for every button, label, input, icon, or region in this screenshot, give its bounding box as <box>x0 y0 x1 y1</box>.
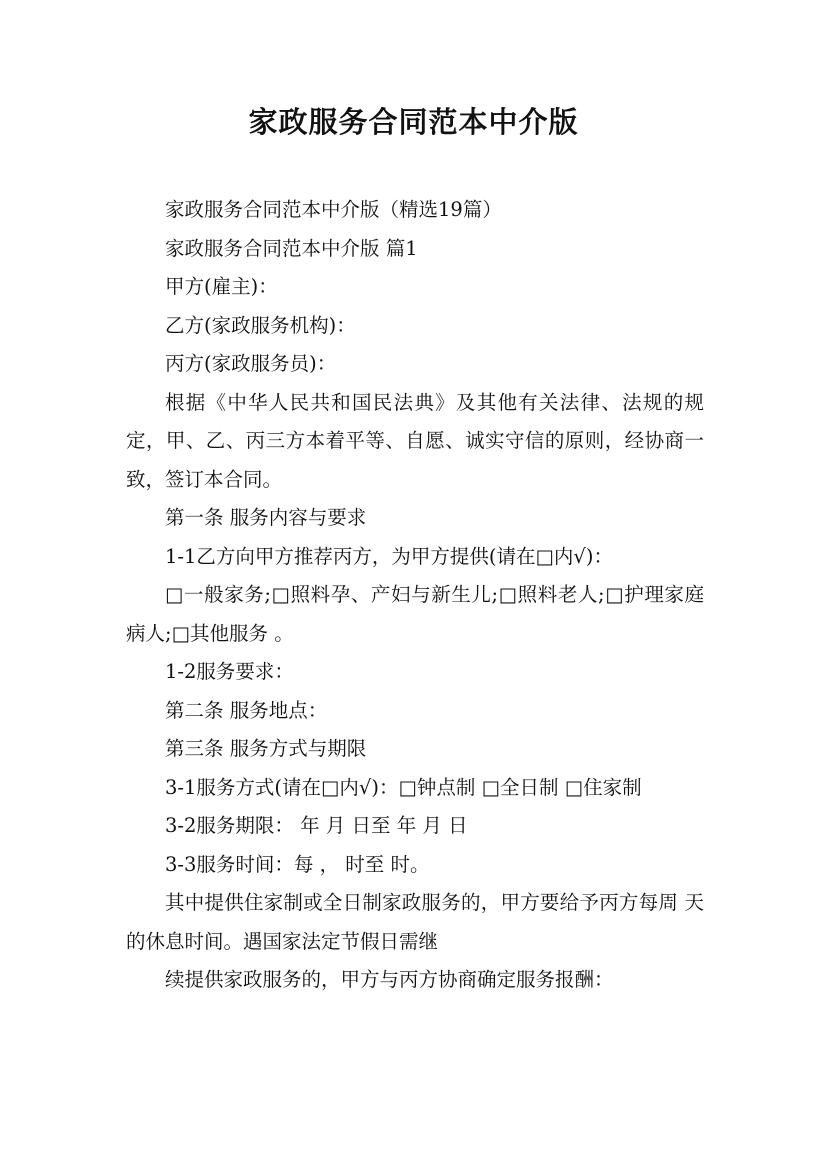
paragraph-article-1: 第一条 服务内容与要求 <box>165 506 367 529</box>
paragraph-subtitle: 家政服务合同范本中介版（精选19篇） <box>165 198 502 221</box>
paragraph-party-b: 乙方(家政服务机构)： <box>165 313 356 337</box>
paragraph-clause-3-1: 3-1服务方式(请在□内√)：□钟点制 □全日制 □住家制 <box>165 775 642 799</box>
paragraph-service-options: □一般家务;□照料孕、产妇与新生儿;□照料老人;□护理家庭病人;□其他服务 。 <box>126 583 704 645</box>
paragraph-clause-1-1: 1-1乙方向甲方推荐丙方，为甲方提供(请在□内√)： <box>165 544 613 568</box>
paragraph-clause-3-3: 3-3服务时间：每 ， 时至 时。 <box>165 852 430 876</box>
paragraph-clause-1-2: 1-2服务要求： <box>165 660 294 683</box>
paragraph-party-c: 丙方(家政服务员)： <box>165 352 337 375</box>
paragraph-holiday-pay: 续提供家政服务的，甲方与丙方协商确定服务报酬： <box>165 968 614 991</box>
paragraph-article-2: 第二条 服务地点： <box>165 698 328 722</box>
paragraph-clause-3-2: 3-2服务期限： 年 月 日至 年 月 日 <box>165 814 468 837</box>
paragraph-party-a: 甲方(雇主)： <box>165 275 278 298</box>
document-body <box>126 191 704 1000</box>
document-title: 家政服务合同范本中介版 <box>248 105 579 139</box>
paragraph-section-heading: 家政服务合同范本中介版 篇1 <box>165 236 418 260</box>
paragraph-article-3: 第三条 服务方式与期限 <box>165 737 367 760</box>
paragraph-rest-days: 其中提供住家制或全日制家政服务的，甲方要给予丙方每周 天的休息时间。遇国家法定节假日需继 <box>126 891 704 953</box>
paragraph-preamble: 根据《中华人民共和国民法典》及其他有关法律、法规的规定，甲、乙、丙三方本着平等、自愿、诚实守信的原则，经协商一致，签订本合同。 <box>126 390 704 491</box>
